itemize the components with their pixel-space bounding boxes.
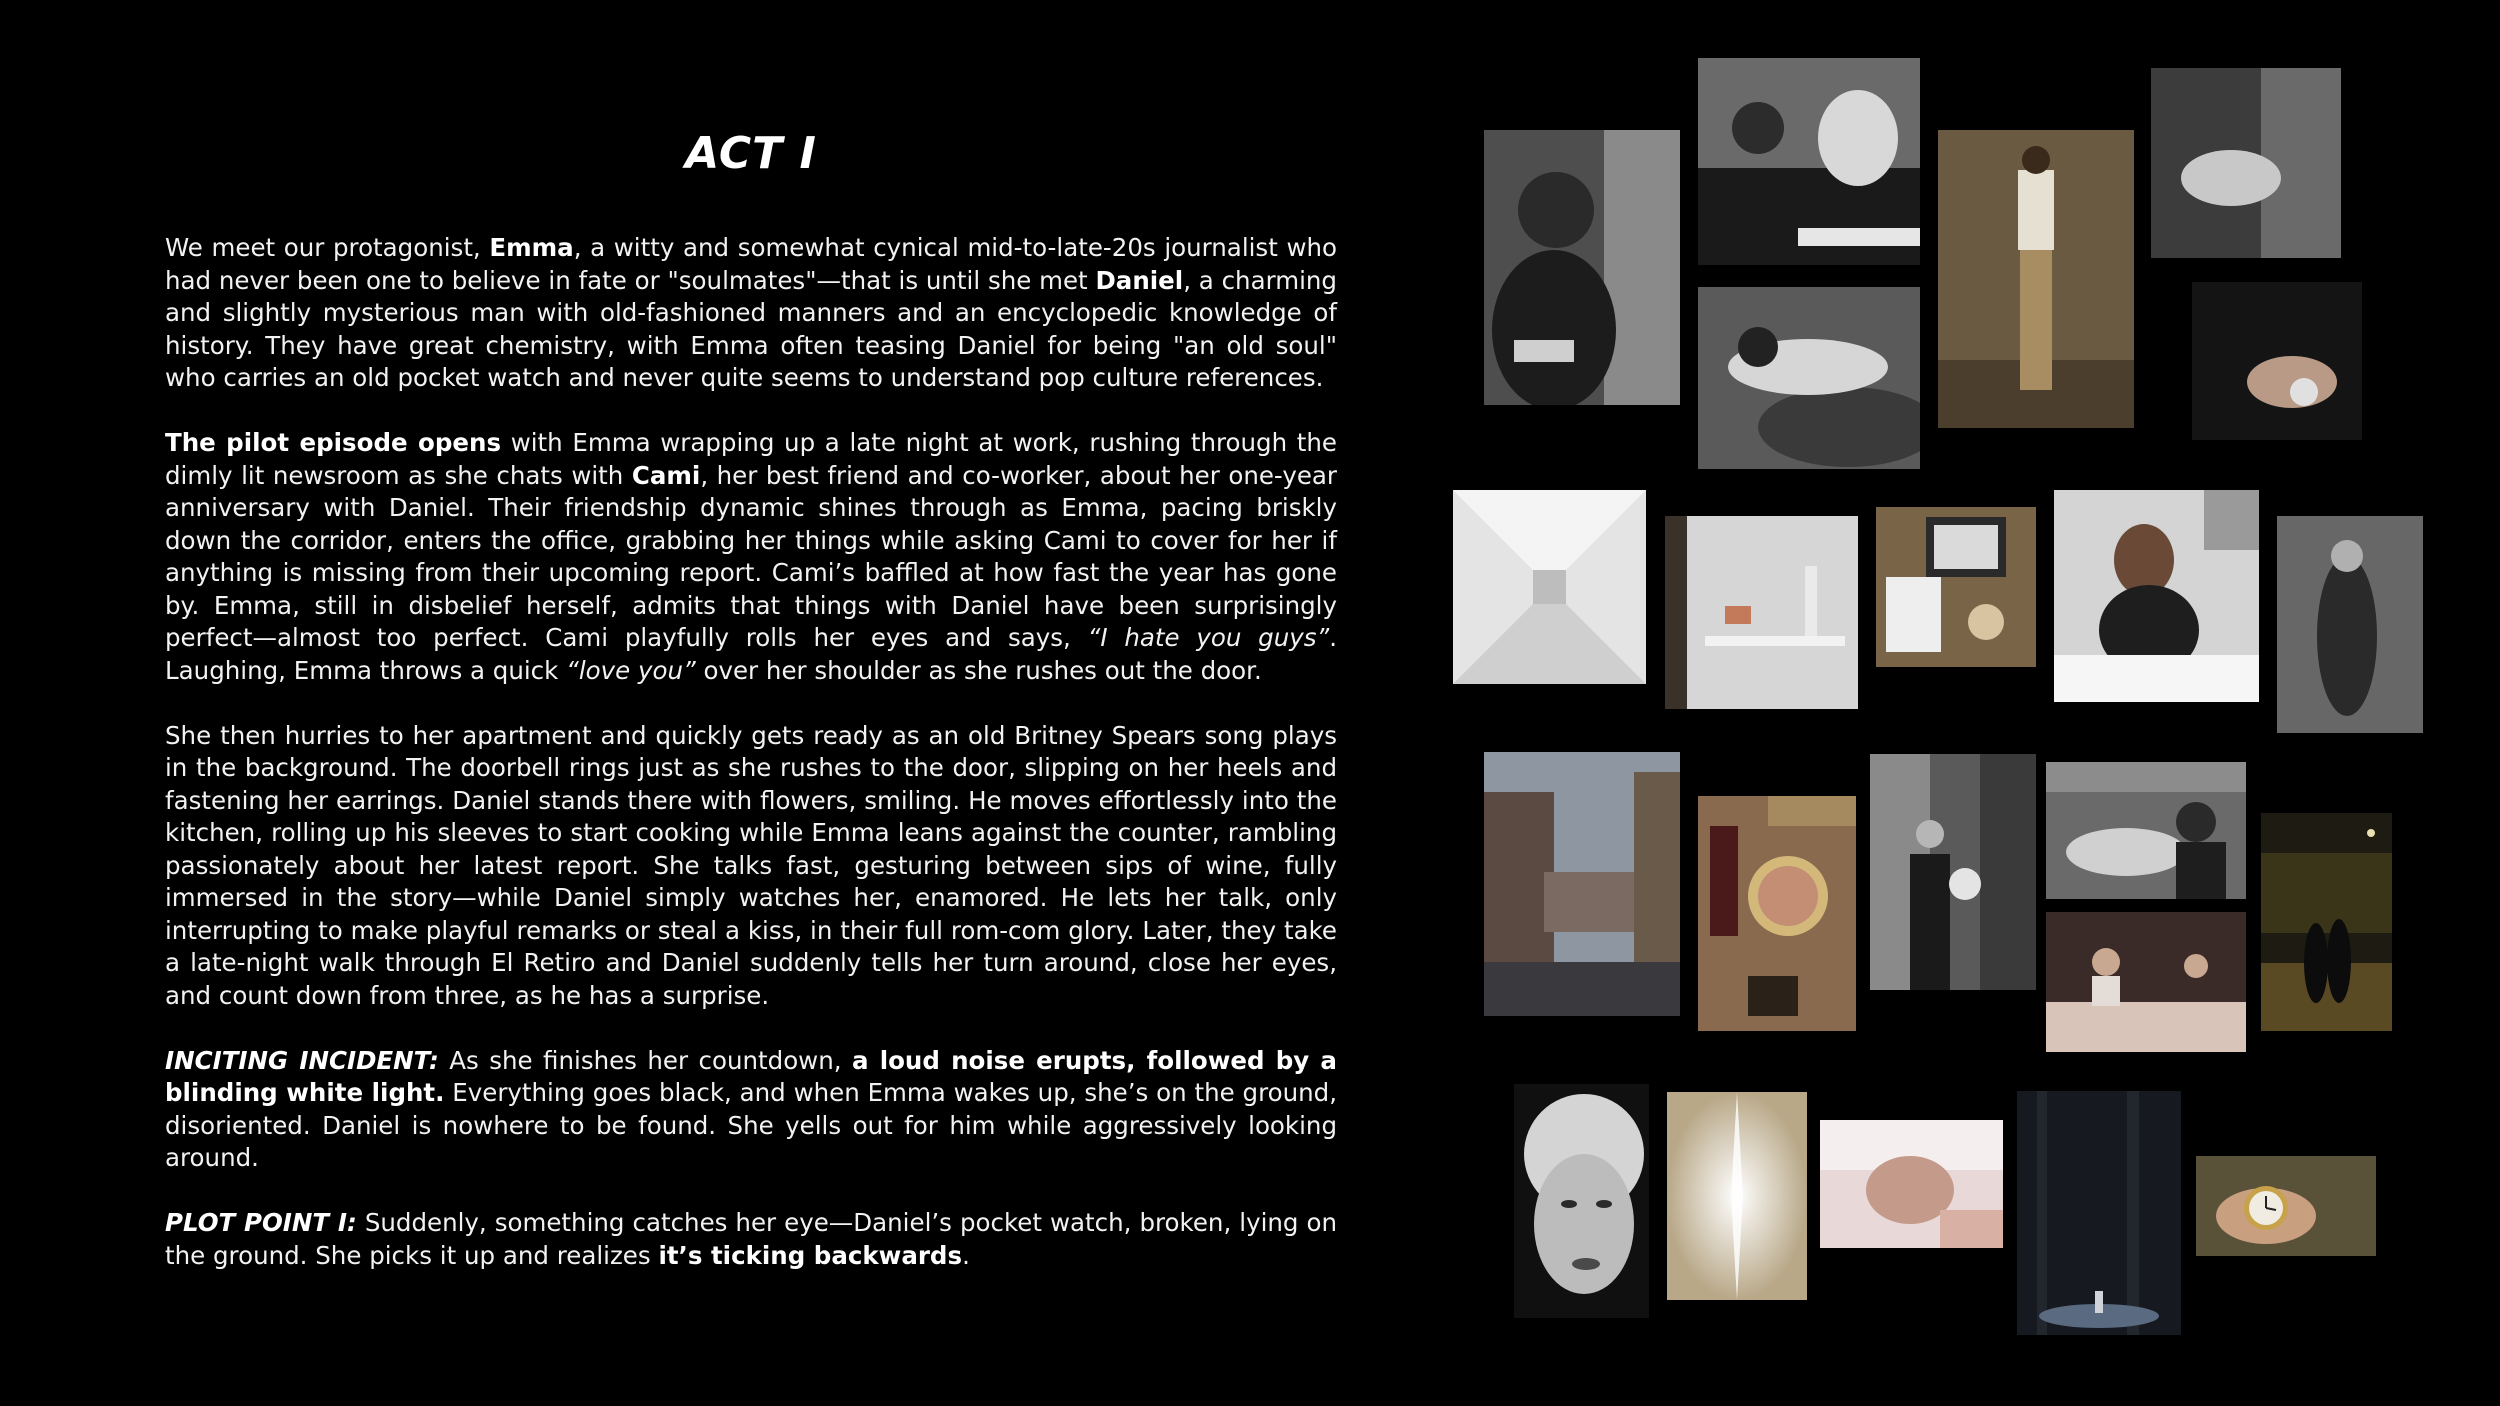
photo-man-flowers-door	[1870, 754, 2036, 990]
inciting-incident-label: INCITING INCIDENT:	[165, 1045, 439, 1075]
text-run: , her best friend and co-worker, about her one-year anniversary with Daniel. Their friendship dynamic shines through as Emma, pacing briskly down the corridor, enters the office, grabbing her things while asking Cami to cover for her if anything is missing from their upcoming report. Cami’s baffled at how fast the year has gone by. Emma, still in disbelief herself, admits that things with Daniel have been surprisingly perfect—almost too perfect. Cami playfully rolls her eyes and says,	[165, 460, 1337, 652]
photo-dark-forest-figure	[2017, 1091, 2181, 1335]
text-run: She then hurries to her apartment and quickly gets ready as an old Britney Spears song plays in the background. The doorbell rings just as she rushes to the door, slipping on her heels and fastening her earrings. Daniel stands there with flowers, smiling. He moves effortlessly into the kitchen, rolling up his sleeves to start cooking while Emma leans against the counter, rambling passionately about her latest report. She talks fast, gesturing between sips of wine, fully immersed in the story—while Daniel simply watches her, enamored. He lets her talk, only interrupting to make playful remarks or steal a kiss, in their full rom-com glory. Later, they take a late-night walk through El Retiro and Daniel suddenly tells her turn around, close her eyes, and count down from three, as he has a surprise.	[165, 720, 1337, 1010]
text-emphasis: it’s ticking backwards	[658, 1240, 963, 1270]
text-run: As she finishes her countdown,	[438, 1045, 852, 1075]
photo-couple-kitchen-bw	[2046, 762, 2246, 899]
photo-couple-piano	[1698, 58, 1920, 265]
slide-title: ACT I	[685, 128, 817, 179]
text-run: , a witty and somewhat cynical mid-to-late-20s journalist who had never been one to believe in fate or "soulmates"—that is until she met	[165, 233, 1337, 295]
photo-hand-pocket-watch-dark	[2192, 282, 2362, 440]
photo-woman-mirror-wine	[1698, 796, 1856, 1031]
text-run: .	[962, 1240, 970, 1270]
photo-madrid-street	[1484, 752, 1680, 1016]
photo-woman-writing-train	[1484, 130, 1680, 405]
photo-white-corridor	[1453, 490, 1646, 684]
paragraph-date-night	[165, 720, 1337, 1013]
paragraph-plot-point	[165, 1207, 1337, 1272]
photo-couple-night-park	[2261, 813, 2392, 1031]
photo-couple-dinner-table	[2046, 912, 2246, 1052]
photo-laptop-desk-papers	[1876, 507, 2036, 667]
photo-office-desk	[1665, 516, 1858, 709]
plot-point-label: PLOT POINT I:	[165, 1208, 357, 1237]
text-run: Everything goes black, and when Emma wakes up, she’s on the ground, disoriented. Daniel is nowhere to be found. She yells out for him while aggressively looking around.	[165, 1078, 1337, 1172]
text-run: We meet our protagonist,	[165, 233, 490, 262]
text-run: over her shoulder as she rushes out the door.	[695, 655, 1262, 685]
paragraph-inciting-incident	[165, 1045, 1337, 1175]
photo-couple-lying-bed	[1698, 287, 1920, 469]
photo-man-standing-wall	[1938, 130, 2134, 428]
text-run: with Emma wrapping up a late night at work, rushing through the dimly lit newsroom as she chats with	[165, 428, 1337, 490]
quote-hate-you: “I hate you guys”	[1087, 623, 1330, 652]
name-emma: Emma	[489, 233, 574, 262]
text-emphasis: a loud noise erupts, followed by a blinding white light.	[165, 1045, 1337, 1107]
paragraph-intro	[165, 232, 1337, 395]
name-cami: Cami	[631, 460, 701, 490]
text-run: Suddenly, something catches her eye—Daniel’s pocket watch, broken, lying on the ground. She picks it up and realizes	[165, 1208, 1337, 1270]
photo-woman-smiling-desk	[2054, 490, 2259, 702]
photo-marilyn-portrait	[1514, 1084, 1649, 1318]
photo-hand-pocket-watch	[2196, 1156, 2376, 1256]
quote-love-you: “love you”	[566, 655, 696, 685]
photo-blinding-light	[1667, 1092, 1807, 1300]
photo-woman-waking	[1820, 1120, 2003, 1248]
name-daniel: Daniel	[1095, 265, 1184, 295]
photo-walking-man-blur	[2277, 516, 2423, 733]
text-run: , a charming and slightly mysterious man with old-fashioned manners and an encyclopedic knowledge of history. They have great chemistry, with Emma often teasing Daniel for being "an old soul" who carries an old pocket watch and never quite seems to understand pop culture references.	[165, 265, 1337, 392]
pilot-heading: The pilot episode opens	[165, 428, 502, 457]
paragraph-pilot	[165, 427, 1337, 687]
text-run: . Laughing, Emma throws a quick	[165, 623, 1337, 685]
act-summary	[165, 232, 1337, 1305]
photo-hand-suit-sleeve	[2151, 68, 2341, 258]
